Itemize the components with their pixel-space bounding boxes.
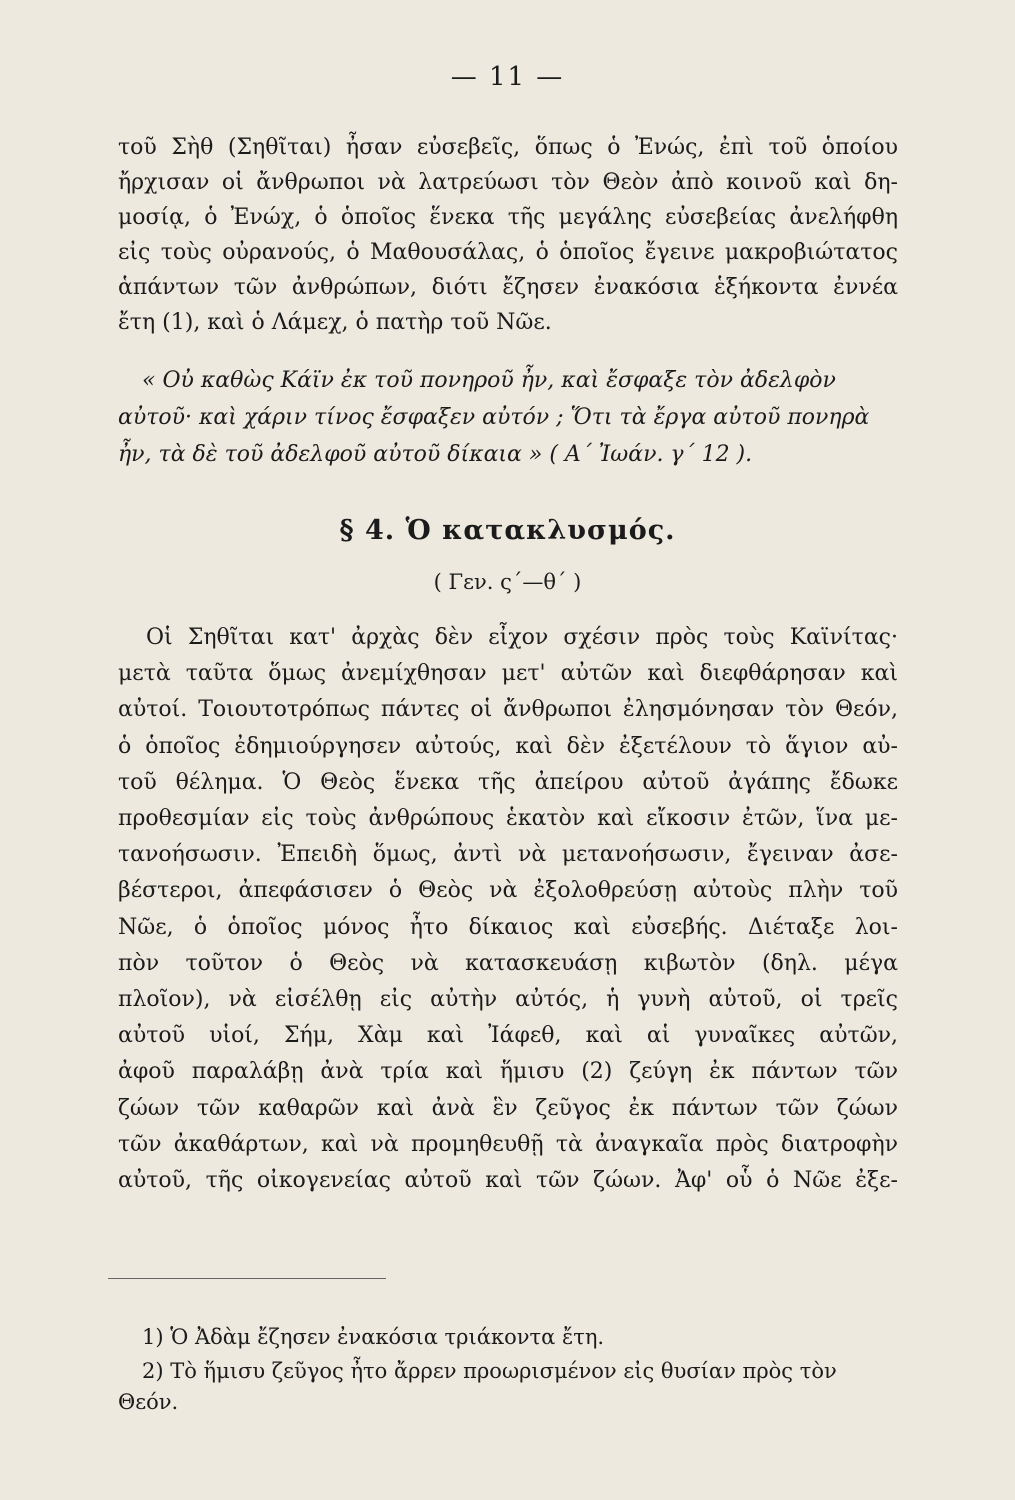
section-reference: ( Γεν. ς΄—θ΄ ) — [433, 570, 582, 594]
text-line: τανοήσωσιν. Ἐπειδὴ ὅμως, ἀντὶ νὰ μετανοήσωσιν, ἔγειναν ἀσε- — [118, 842, 898, 868]
quote-line: « Οὐ καθὼς Κάϊν ἐκ τοῦ πονηροῦ ἦν, καὶ ἔσφαξε τὸν ἀδελφὸν — [142, 368, 836, 393]
text-line: προθεσμίαν εἰς τοὺς ἀνθρώπους ἑκατὸν καὶ εἴκοσιν ἐτῶν, ἵνα με- — [118, 806, 898, 832]
text-line: ἀφοῦ παραλάβῃ ἀνὰ τρία καὶ ἥμισυ (2) ζεύγη ἐκ πάντων τῶν — [118, 1059, 898, 1085]
scripture-quote — [118, 362, 898, 473]
footnote-2 — [118, 1356, 908, 1418]
text-line: αὐτοί. Τοιουτοτρόπως πάντες οἱ ἄνθρωποι ἐλησμόνησαν τὸν Θεόν, — [118, 697, 898, 723]
page-number: — 11 — — [450, 62, 565, 92]
quote-line: αὐτοῦ· καὶ χάριν τίνος ἔσφαξεν αὐτόν ; Ὅτι τὰ ἔργα αὐτοῦ πονηρὰ — [118, 405, 870, 430]
text-line: πλοῖον), νὰ εἰσέλθῃ εἰς αὐτὴν αὐτός, ἡ γυνὴ αὐτοῦ, οἱ τρεῖς — [118, 987, 898, 1013]
footnote-line: Θεόν. — [118, 1390, 179, 1414]
quote-line: ἦν, τὰ δὲ τοῦ ἀδελφοῦ αὐτοῦ δίκαια » ( Α΄ Ἰωάν. γ΄ 12 ). — [118, 442, 753, 467]
text-line: τῶν ἀκαθάρτων, καὶ νὰ προμηθευθῇ τὰ ἀναγκαῖα πρὸς διατροφὴν — [118, 1131, 898, 1157]
text-line: εἰς τοὺς οὐρανούς, ὁ Μαθουσάλας, ὁ ὁποῖος ἔγεινε μακροβιώτατος — [118, 240, 898, 265]
text-line: αὐτοῦ υἱοί, Σήμ, Χὰμ καὶ Ἰάφεθ, καὶ αἱ γυναῖκες αὐτῶν, — [118, 1023, 898, 1049]
text-line: Νῶε, ὁ ὁποῖος μόνος ἦτο δίκαιος καὶ εὐσεβής. Διέταξε λοι- — [118, 914, 898, 940]
text-line: μετὰ ταῦτα ὅμως ἀνεμίχθησαν μετ' αὐτῶν καὶ διεφθάρησαν καὶ — [118, 661, 898, 687]
text-line: αὐτοῦ, τῆς οἰκογενείας αὐτοῦ καὶ τῶν ζώων. Ἀφ' οὗ ὁ Νῶε ἐξε- — [118, 1168, 898, 1194]
footnote-line: 2) Τὸ ἥμισυ ζεῦγος ἦτο ἄρρεν προωρισμένον εἰς θυσίαν πρὸς τὸν — [142, 1359, 837, 1383]
text-line: πὸν τοῦτον ὁ Θεὸς νὰ κατασκευάσῃ κιβωτὸν (δηλ. μέγα — [118, 950, 898, 976]
text-line: ὁ ὁποῖος ἐδημιούργησεν αὐτούς, καὶ δὲν ἐξετέλουν τὸ ἅγιον αὐ- — [118, 733, 898, 759]
footnote-1: 1) Ὁ Ἀδὰμ ἔζησεν ἐνακόσια τριάκοντα ἔτη. — [142, 1325, 605, 1349]
text-line: ἤρχισαν οἱ ἄνθρωποι νὰ λατρεύωσι τὸν Θεὸν ἀπὸ κοινοῦ καὶ δη- — [118, 170, 898, 195]
text-line: ζώων τῶν καθαρῶν καὶ ἀνὰ ἓν ζεῦγος ἐκ πάντων τῶν ζώων — [118, 1095, 898, 1121]
text-line: βέστεροι, ἀπεφάσισεν ὁ Θεὸς νὰ ἐξολοθρεύσῃ αὐτοὺς πλὴν τοῦ — [118, 878, 898, 904]
text-line: ἔτη (1), καὶ ὁ Λάμεχ, ὁ πατὴρ τοῦ Νῶε. — [118, 310, 552, 335]
footnote-divider — [108, 1278, 386, 1279]
text-line: τοῦ Σὴθ (Σηθῖται) ἦσαν εὐσεβεῖς, ὅπως ὁ Ἐνώς, ἐπὶ τοῦ ὁποίου — [118, 135, 898, 160]
section-heading: § 4. Ὁ κατακλυσμός. — [339, 515, 676, 546]
paragraph-flood — [118, 620, 898, 1199]
text-line: μοσίᾳ, ὁ Ἐνώχ, ὁ ὁποῖος ἕνεκα τῆς μεγάλης εὐσεβείας ἀνελήφθη — [118, 205, 898, 230]
paragraph-sethites — [118, 130, 898, 340]
text-line: τοῦ θέλημα. Ὁ Θεὸς ἕνεκα τῆς ἀπείρου αὐτοῦ ἀγάπης ἔδωκε — [118, 769, 898, 795]
text-line: ἁπάντων τῶν ἀνθρώπων, διότι ἔζησεν ἐνακόσια ἑξήκοντα ἐννέα — [118, 275, 898, 300]
text-line: Οἱ Σηθῖται κατ' ἀρχὰς δὲν εἶχον σχέσιν πρὸς τοὺς Καϊνίτας· — [146, 625, 898, 650]
